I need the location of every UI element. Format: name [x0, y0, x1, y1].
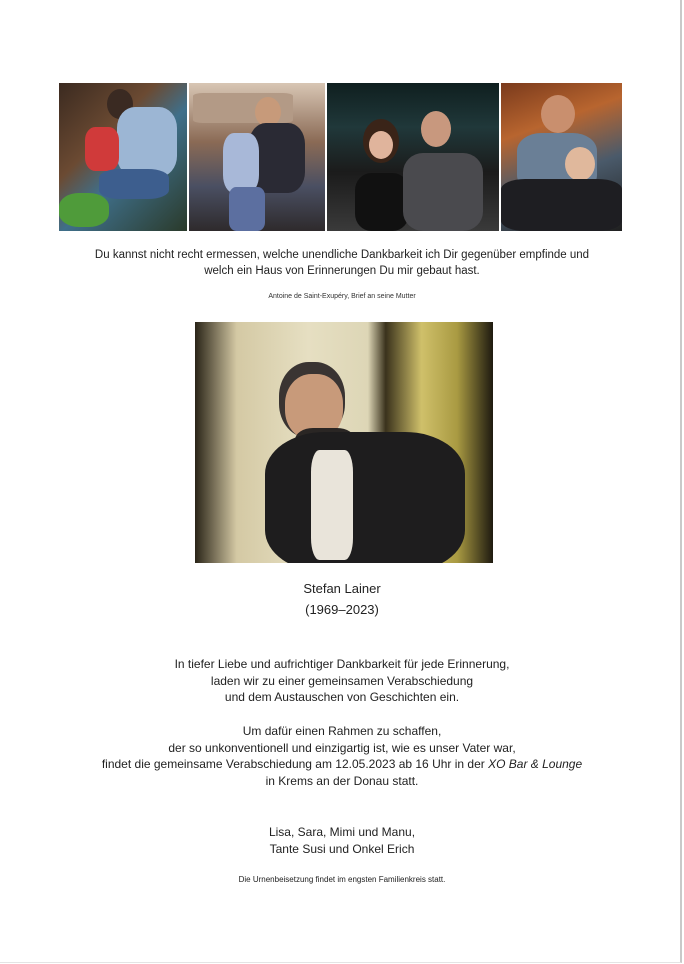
- details-line: der so unkonventionell und einzigartig ist, wie es unser Vater war,: [168, 740, 516, 755]
- details-line: in Krems an der Donau statt.: [265, 773, 419, 788]
- footer-note: Die Urnenbeisetzung findet im engsten Familienkreis statt.: [238, 875, 446, 884]
- quote-line: Du kannst nicht recht ermessen, welche unendliche Dankbarkeit ich Dir gegenüber empfinde und: [94, 249, 590, 261]
- details-line-date: [60, 756, 624, 773]
- couple-photo: [327, 83, 499, 231]
- family-photo-1: [59, 83, 187, 231]
- signatures: [60, 824, 624, 857]
- invitation-line: und dem Austauschen von Geschichten ein.: [224, 690, 460, 704]
- quote-line: welch ein Haus von Erinnerungen Du mir gebaut hast.: [204, 265, 480, 277]
- ceremony-details: [60, 723, 624, 789]
- signature-line: Tante Susi und Onkel Erich: [269, 841, 415, 856]
- details-line: Um dafür einen Rahmen zu schaffen,: [242, 724, 442, 738]
- venue-name: XO Bar & Lounge: [488, 757, 583, 771]
- quote: [60, 247, 624, 279]
- quote-source: Antoine de Saint-Exupéry, Brief an seine Mutter: [268, 293, 416, 300]
- details-line-date-text: findet die gemeinsame Verabschiedung am 12.05.2023 ab 16 Uhr in der: [101, 757, 489, 771]
- deceased-name: Stefan Lainer: [303, 581, 381, 596]
- life-dates: (1969–2023): [305, 602, 379, 617]
- invitation-line: laden wir zu einer gemeinsamen Verabschiedung: [210, 673, 474, 688]
- family-photo-2: [189, 83, 325, 231]
- invitation-line: In tiefer Liebe und aufrichtiger Dankbarkeit für jede Erinnerung,: [174, 657, 510, 671]
- hug-photo: [501, 83, 622, 231]
- signature-line: Lisa, Sara, Mimi und Manu,: [268, 825, 416, 839]
- invitation-text: [60, 656, 624, 706]
- portrait-photo: [195, 322, 493, 563]
